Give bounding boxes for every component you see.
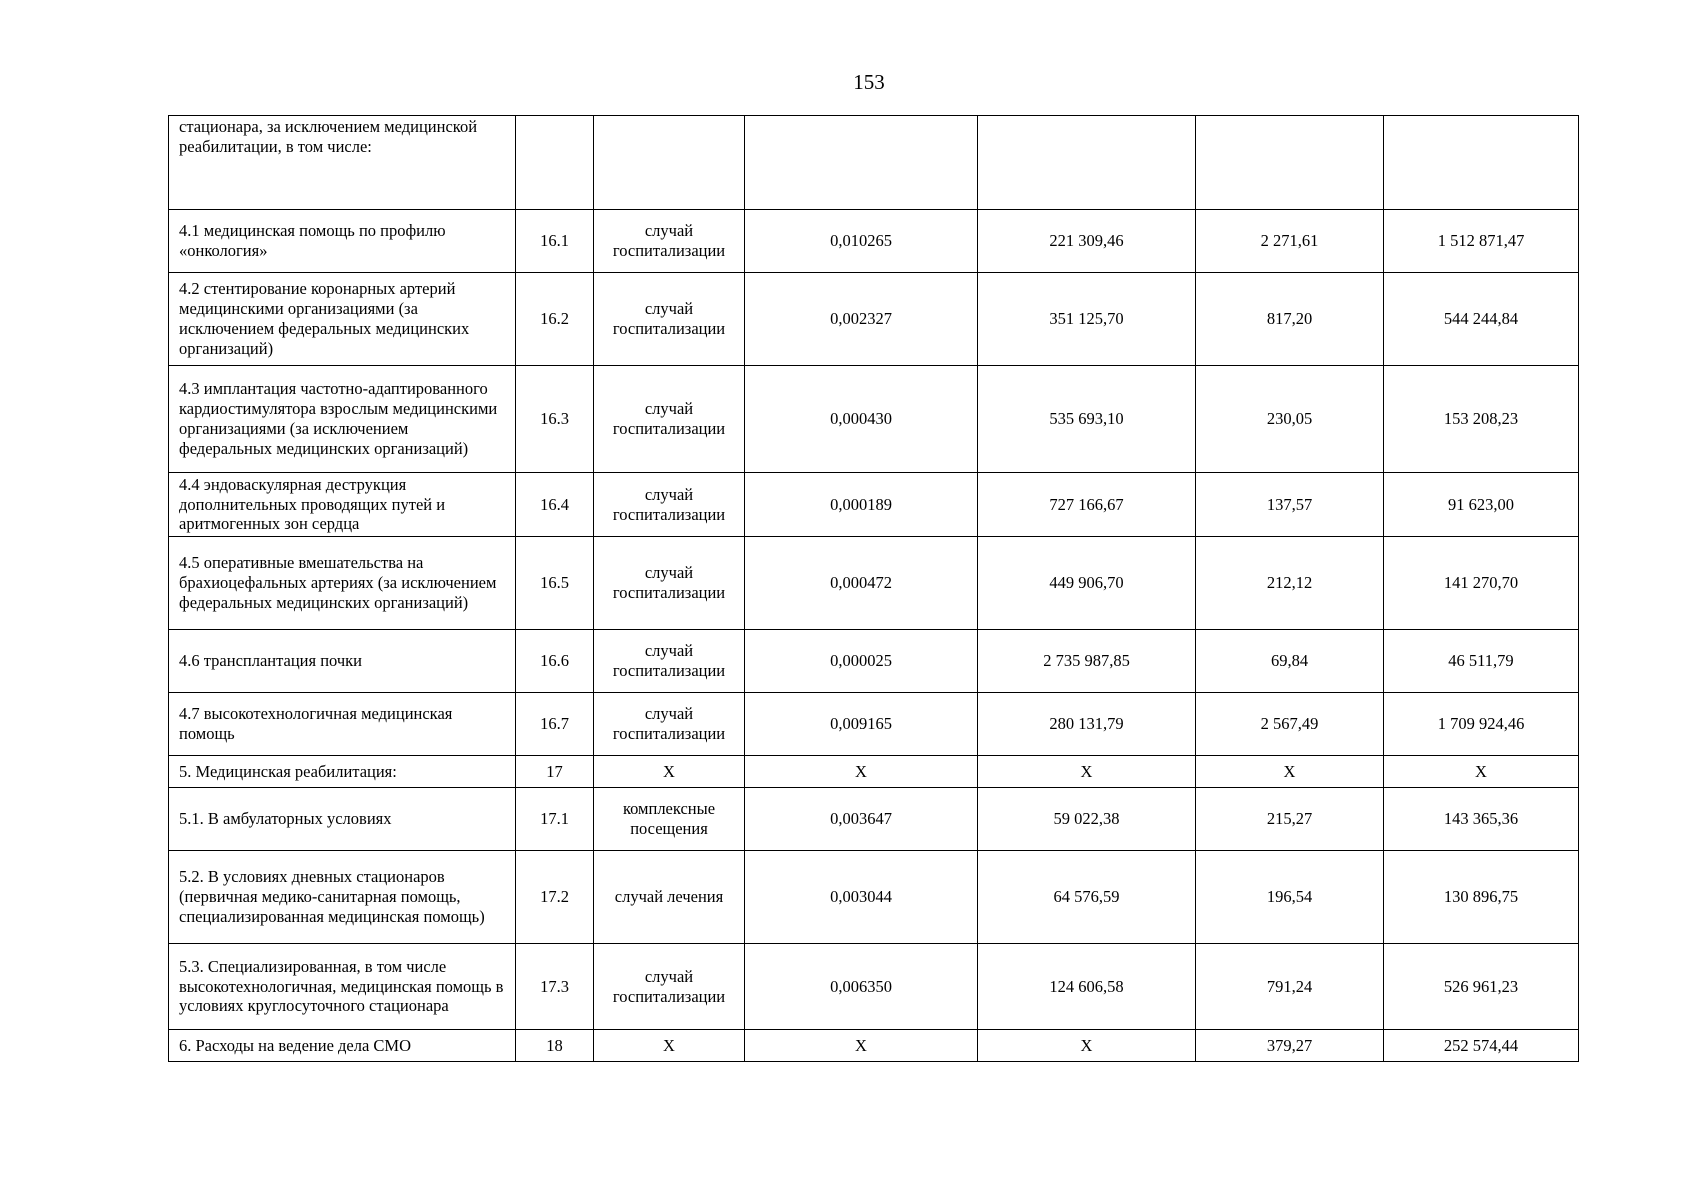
- row-per-capita-cell: Х: [1196, 756, 1384, 788]
- row-cost-cell: 221 309,46: [978, 210, 1196, 273]
- row-name-cell: стационара, за исключением медицинской реабилитации, в том числе:: [169, 116, 516, 210]
- row-total-cell: 91 623,00: [1384, 473, 1579, 537]
- row-unit-cell: случай госпитализации: [594, 273, 745, 366]
- table-body: [169, 116, 1579, 1062]
- row-per-capita-cell: 212,12: [1196, 537, 1384, 630]
- row-code-cell: 17.1: [516, 788, 594, 851]
- row-total-cell: 252 574,44: [1384, 1030, 1579, 1062]
- row-name-cell: 4.1 медицинская помощь по профилю «онкология»: [169, 210, 516, 273]
- row-cost-cell: 59 022,38: [978, 788, 1196, 851]
- row-cost-cell: Х: [978, 756, 1196, 788]
- row-unit-cell: [594, 116, 745, 210]
- row-code-cell: 16.7: [516, 693, 594, 756]
- row-per-capita-cell: 215,27: [1196, 788, 1384, 851]
- row-name-cell: 4.5 оперативные вмешательства на брахиоцефальных артериях (за исключением федеральных медицинских организаций): [169, 537, 516, 630]
- row-total-cell: 153 208,23: [1384, 366, 1579, 473]
- table-row: [169, 851, 1579, 944]
- row-norm-cell: Х: [745, 756, 978, 788]
- row-code-cell: 16.6: [516, 630, 594, 693]
- row-norm-cell: 0,000430: [745, 366, 978, 473]
- row-unit-cell: случай госпитализации: [594, 630, 745, 693]
- row-total-cell: [1384, 116, 1579, 210]
- row-code-cell: 16.4: [516, 473, 594, 537]
- table-row: [169, 788, 1579, 851]
- row-norm-cell: 0,000189: [745, 473, 978, 537]
- row-norm-cell: Х: [745, 1030, 978, 1062]
- row-code-cell: 17.2: [516, 851, 594, 944]
- row-unit-cell: Х: [594, 1030, 745, 1062]
- row-code-cell: 17: [516, 756, 594, 788]
- row-norm-cell: 0,003044: [745, 851, 978, 944]
- row-norm-cell: 0,009165: [745, 693, 978, 756]
- row-code-cell: 17.3: [516, 944, 594, 1030]
- table-row: [169, 693, 1579, 756]
- row-per-capita-cell: 2 271,61: [1196, 210, 1384, 273]
- table-row: [169, 630, 1579, 693]
- row-name-cell: 5.2. В условиях дневных стационаров (первичная медико-санитарная помощь, специализированная медицинская помощь): [169, 851, 516, 944]
- row-per-capita-cell: 2 567,49: [1196, 693, 1384, 756]
- row-norm-cell: [745, 116, 978, 210]
- table-row: [169, 210, 1579, 273]
- row-norm-cell: 0,000472: [745, 537, 978, 630]
- table-container: [168, 115, 1579, 1062]
- financing-table: [168, 115, 1579, 1062]
- row-cost-cell: 535 693,10: [978, 366, 1196, 473]
- row-unit-cell: случай госпитализации: [594, 944, 745, 1030]
- row-per-capita-cell: 230,05: [1196, 366, 1384, 473]
- table-row: [169, 273, 1579, 366]
- row-per-capita-cell: 69,84: [1196, 630, 1384, 693]
- row-norm-cell: 0,006350: [745, 944, 978, 1030]
- row-total-cell: 141 270,70: [1384, 537, 1579, 630]
- row-code-cell: 18: [516, 1030, 594, 1062]
- row-norm-cell: 0,000025: [745, 630, 978, 693]
- row-name-cell: 4.7 высокотехнологичная медицинская помощь: [169, 693, 516, 756]
- row-unit-cell: случай лечения: [594, 851, 745, 944]
- row-name-cell: 6. Расходы на ведение дела СМО: [169, 1030, 516, 1062]
- row-unit-cell: случай госпитализации: [594, 473, 745, 537]
- row-total-cell: 46 511,79: [1384, 630, 1579, 693]
- table-row: [169, 944, 1579, 1030]
- row-unit-cell: случай госпитализации: [594, 210, 745, 273]
- row-cost-cell: 727 166,67: [978, 473, 1196, 537]
- row-cost-cell: 64 576,59: [978, 851, 1196, 944]
- row-name-cell: 4.4 эндоваскулярная деструкция дополнительных проводящих путей и аритмогенных зон сердца: [169, 473, 516, 537]
- row-code-cell: 16.3: [516, 366, 594, 473]
- table-row: [169, 756, 1579, 788]
- table-row: [169, 366, 1579, 473]
- row-code-cell: 16.5: [516, 537, 594, 630]
- row-total-cell: 526 961,23: [1384, 944, 1579, 1030]
- row-total-cell: 1 512 871,47: [1384, 210, 1579, 273]
- row-cost-cell: Х: [978, 1030, 1196, 1062]
- table-row: [169, 537, 1579, 630]
- row-per-capita-cell: 196,54: [1196, 851, 1384, 944]
- row-per-capita-cell: 791,24: [1196, 944, 1384, 1030]
- page-number: 153: [853, 70, 885, 94]
- row-name-cell: 5.3. Специализированная, в том числе высокотехнологичная, медицинская помощь в условиях круглосуточного стационара: [169, 944, 516, 1030]
- row-code-cell: [516, 116, 594, 210]
- row-norm-cell: 0,002327: [745, 273, 978, 366]
- table-row: [169, 116, 1579, 210]
- row-cost-cell: 124 606,58: [978, 944, 1196, 1030]
- row-cost-cell: [978, 116, 1196, 210]
- row-cost-cell: 280 131,79: [978, 693, 1196, 756]
- row-unit-cell: комплексные посещения: [594, 788, 745, 851]
- row-unit-cell: случай госпитализации: [594, 366, 745, 473]
- row-total-cell: 130 896,75: [1384, 851, 1579, 944]
- table-row: [169, 1030, 1579, 1062]
- row-total-cell: Х: [1384, 756, 1579, 788]
- row-name-cell: 4.6 трансплантация почки: [169, 630, 516, 693]
- row-name-cell: 4.3 имплантация частотно-адаптированного кардиостимулятора взрослым медицинскими организациями (за исключением федеральных медицинских организаций): [169, 366, 516, 473]
- row-code-cell: 16.1: [516, 210, 594, 273]
- row-per-capita-cell: [1196, 116, 1384, 210]
- row-total-cell: 1 709 924,46: [1384, 693, 1579, 756]
- row-total-cell: 143 365,36: [1384, 788, 1579, 851]
- row-cost-cell: 2 735 987,85: [978, 630, 1196, 693]
- row-name-cell: 5. Медицинская реабилитация:: [169, 756, 516, 788]
- row-unit-cell: случай госпитализации: [594, 537, 745, 630]
- row-unit-cell: Х: [594, 756, 745, 788]
- table-row: [169, 473, 1579, 537]
- row-per-capita-cell: 137,57: [1196, 473, 1384, 537]
- row-cost-cell: 351 125,70: [978, 273, 1196, 366]
- row-norm-cell: 0,010265: [745, 210, 978, 273]
- row-total-cell: 544 244,84: [1384, 273, 1579, 366]
- row-per-capita-cell: 379,27: [1196, 1030, 1384, 1062]
- row-code-cell: 16.2: [516, 273, 594, 366]
- row-name-cell: 5.1. В амбулаторных условиях: [169, 788, 516, 851]
- row-cost-cell: 449 906,70: [978, 537, 1196, 630]
- row-per-capita-cell: 817,20: [1196, 273, 1384, 366]
- row-norm-cell: 0,003647: [745, 788, 978, 851]
- row-unit-cell: случай госпитализации: [594, 693, 745, 756]
- row-name-cell: 4.2 стентирование коронарных артерий медицинскими организациями (за исключением федеральных медицинских организаций): [169, 273, 516, 366]
